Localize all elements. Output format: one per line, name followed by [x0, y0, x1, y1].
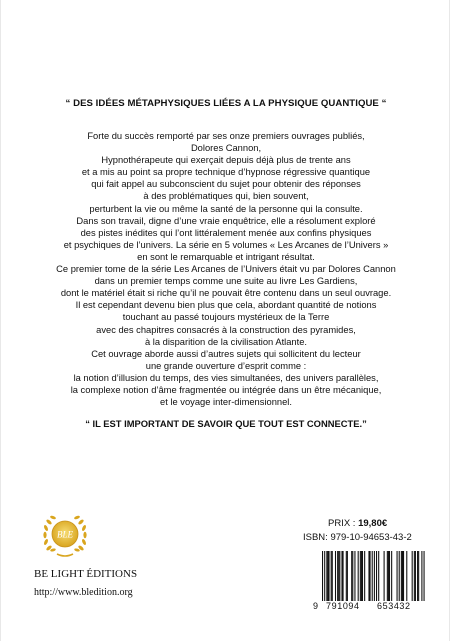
barcode-bar [424, 551, 425, 607]
blurb-line: Ce premier tome de la série Les Arcanes de l’Univers était vu par Dolores Cannon [56, 264, 396, 275]
barcode-bar [412, 551, 413, 601]
blurb-line: une grande ouverture d’esprit comme : [145, 360, 307, 371]
barcode-bar [421, 551, 422, 607]
barcode-bar [360, 551, 361, 601]
blurb-line: Dolores Cannon, [190, 143, 262, 154]
barcode-bar [406, 551, 407, 601]
blurb-line: dans un premier temps comme une suite au livre Les Gardiens, [94, 276, 358, 287]
barcode-bar [328, 551, 329, 601]
blurb-text [1, 130, 450, 408]
barcode-bar [339, 551, 340, 601]
blurb-line: en sont le remarquable et intrigant résultat. [137, 251, 315, 262]
barcode-bar [378, 551, 379, 601]
barcode-bar [343, 551, 344, 601]
barcode-bar [361, 551, 362, 601]
barcode-bar [332, 551, 333, 601]
barcode-bar [401, 551, 402, 601]
blurb-line: des pistes inédites qui l’ont littéralement menée aux confins physiques [80, 227, 372, 238]
barcode-bar [418, 551, 419, 601]
isbn-barcode [313, 551, 431, 611]
barcode-bar [387, 551, 388, 601]
barcode-bar [402, 551, 403, 601]
barcode-bar [374, 551, 375, 607]
barcode-bar [368, 551, 369, 601]
barcode-bar [326, 551, 327, 601]
barcode-bar [391, 551, 392, 601]
barcode-bar [388, 551, 389, 601]
barcode-bar [414, 551, 415, 601]
isbn-number: ISBN: 979-10-94653-43-2 [303, 532, 412, 543]
blurb-line: la complexe notion d’âme fragmentée ou intégrée dans un être mécanique, [70, 384, 382, 395]
barcode-bar [362, 551, 363, 601]
publisher-name: BE LIGHT ÉDITIONS [34, 568, 138, 580]
price-line [328, 518, 387, 529]
barcode-bar [346, 551, 347, 601]
barcode-bar [397, 551, 398, 601]
price-label: PRIX : [328, 518, 359, 529]
blurb-line: Dans son travail, digne d’une vraie enquêtrice, elle a résolument exploré [76, 215, 376, 226]
barcode-bar [351, 551, 352, 601]
blurb-line: et psychiques de l’univers. La série en 5 volumes « Les Arcanes de l’Univers » [63, 239, 389, 250]
barcode-bar [327, 551, 328, 601]
blurb-line: avec des chapitres consacrés à la construction des pyramides, [96, 324, 356, 335]
barcode-bar [389, 551, 390, 601]
barcode-bar [337, 551, 338, 601]
barcode-bar [354, 551, 355, 601]
header-quote: “ DES IDÉES MÉTAPHYSIQUES LIÉES A LA PHYSIQUE QUANTIQUE “ [65, 98, 387, 109]
publisher-url[interactable]: http://www.bledition.org [34, 587, 133, 598]
barcode-first-digit: 9 [313, 601, 319, 611]
barcode-bar [341, 551, 342, 601]
barcode-bar [338, 551, 339, 601]
blurb-line: et le voyage inter-dimensionnel. [160, 397, 292, 408]
barcode-bar [331, 551, 332, 601]
barcode-bar [415, 551, 416, 601]
logo-monogram: BLE [56, 529, 74, 540]
barcode-left-group: 791094 [326, 601, 360, 611]
barcode-bar [324, 551, 325, 607]
blurb-line: à la disparition de la civilisation Atlante. [144, 336, 308, 347]
barcode-bar [417, 551, 418, 601]
barcode-right-group: 653432 [377, 601, 411, 611]
blurb-line: perturbent la vie ou même la santé de la personne qui la consulte. [89, 203, 363, 214]
barcode-bar [372, 551, 373, 607]
laurel-wreath-sun-icon [38, 510, 92, 560]
blurb-line: touchant au passé toujours mystérieux de la Terre [122, 312, 330, 323]
blurb-line: Forte du succès remporté par ses onze premiers ouvrages publiés, [87, 131, 365, 141]
blurb-line: qui fait appel au subconscient du sujet pour obtenir des réponses [91, 179, 361, 190]
barcode-bar [364, 551, 365, 601]
publisher-logo [38, 510, 92, 560]
barcode-bar [376, 551, 377, 601]
barcode-bar [347, 551, 348, 601]
barcode-digits [313, 601, 431, 611]
barcode-bar [322, 551, 323, 607]
price-value: 19,80€ [358, 518, 388, 529]
barcode-bar [384, 551, 385, 601]
barcode-bar [358, 551, 359, 601]
barcode-bar [352, 551, 353, 601]
blurb-line: Hypnothérapeute qui exerçait depuis déjà plus de trente ans [101, 155, 351, 166]
blurb-line: à des problématiques qui, bien souvent, [143, 191, 309, 202]
blurb-line: dont le matériel était si riche qu’il ne pouvait être contenu dans un seul ouvrage. [60, 288, 392, 299]
barcode-bar [335, 551, 336, 601]
blurb-line: Il est cependant devenu bien plus que cela, abordant quantité de notions [75, 300, 377, 311]
blurb-line: Cet ouvrage aborde aussi d’autres sujets qui sollicitent du lecteur [91, 348, 361, 359]
barcode-bar [399, 551, 400, 601]
barcode-bar [370, 551, 371, 601]
blurb-line: et a mis au point sa propre technique d’hypnose régressive quantique [81, 167, 371, 178]
blurb-line: la notion d’illusion du temps, des vies simultanées, des univers parallèles, [73, 372, 379, 383]
barcode-bar [403, 551, 404, 601]
footer-quote: “ IL EST IMPORTANT DE SAVOIR QUE TOUT EST CONNECTE.” [85, 418, 367, 429]
